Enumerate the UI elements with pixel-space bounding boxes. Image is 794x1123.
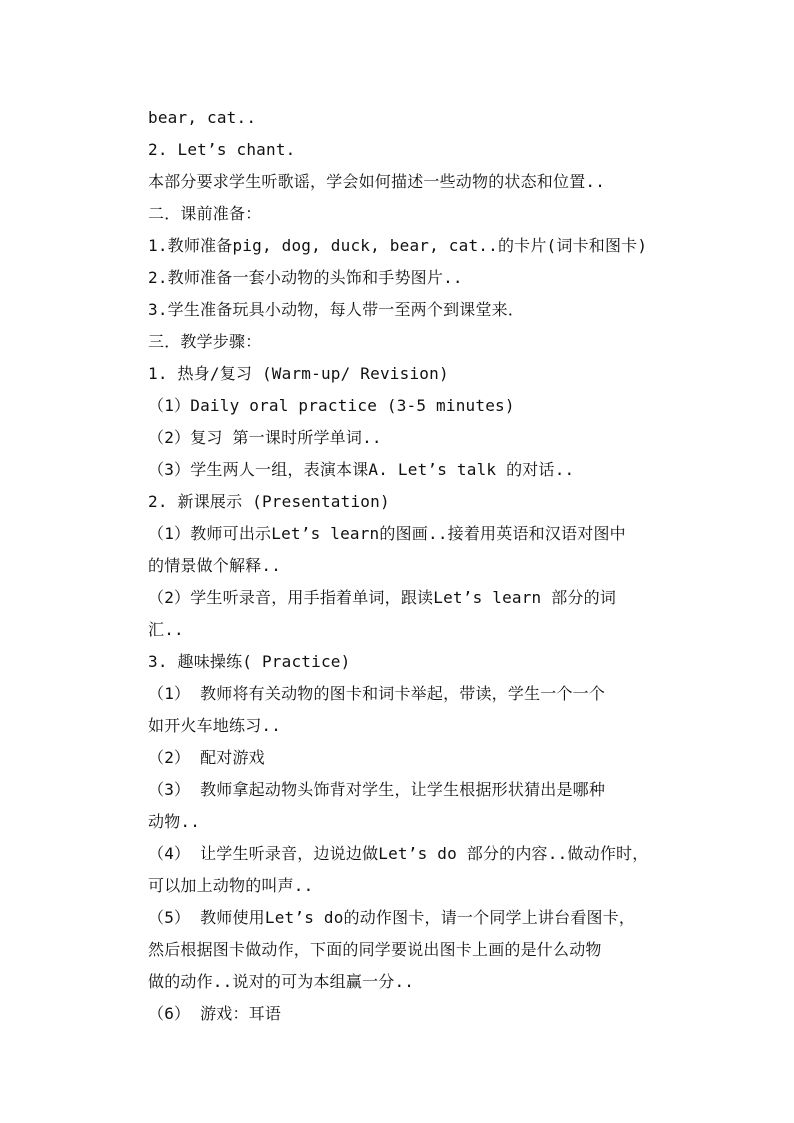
list-item: 1.教师准备pig, dog, duck, bear, cat..的卡片(词卡和图卡) <box>148 236 648 255</box>
list-item-continuation: 做的动作..说对的可为本组赢一分.. <box>148 972 415 991</box>
list-item: （1）教师可出示Let’s learn的图画..接着用英语和汉语对图中 <box>148 524 626 543</box>
document-body <box>148 102 678 1030</box>
section-heading-preparation: 二．课前准备： <box>148 204 262 223</box>
list-item-continuation: 可以加上动物的叫声.. <box>148 876 314 895</box>
list-item: （1）Daily oral practice (3-5 minutes) <box>148 396 515 415</box>
list-item-continuation: 动物.. <box>148 812 201 831</box>
list-item-continuation: 的情景做个解释.. <box>148 556 282 575</box>
list-item: 2.教师准备一套小动物的头饰和手势图片.. <box>148 268 463 287</box>
subsection-heading-practice: 3. 趣味操练( Practice) <box>148 652 351 671</box>
list-item: （3） 教师拿起动物头饰背对学生，让学生根据形状猜出是哪种 <box>148 780 606 799</box>
list-item-continuation: 汇.. <box>148 620 184 639</box>
list-item: 3.学生准备玩具小动物，每人带一至两个到课堂来． <box>148 300 525 319</box>
list-item-continuation: 然后根据图卡做动作，下面的同学要说出图卡上画的是什么动物 <box>148 940 602 959</box>
subsection-heading-presentation: 2. 新课展示 (Presentation) <box>148 492 390 511</box>
list-item: （3）学生两人一组，表演本课A. Let’s talk 的对话.. <box>148 460 575 479</box>
list-item: （5） 教师使用Let’s do的动作图卡，请一个同学上讲台看图卡， <box>148 908 636 927</box>
text-line: bear, cat.. <box>148 108 257 127</box>
text-line: 本部分要求学生听歌谣，学会如何描述一些动物的状态和位置.. <box>148 172 606 191</box>
list-item: （2）复习 第一课时所学单词.. <box>148 428 382 447</box>
section-heading-steps: 三．教学步骤： <box>148 332 262 351</box>
list-item: （4） 让学生听录音，边说边做Let’s do 部分的内容..做动作时， <box>148 844 649 863</box>
list-item: （2） 配对游戏 <box>148 748 265 767</box>
subsection-heading-warmup: 1. 热身/复习 (Warm-up/ Revision) <box>148 364 449 383</box>
section-heading-chant: 2. Let’s chant. <box>148 140 296 159</box>
list-item: （1） 教师将有关动物的图卡和词卡举起，带读，学生一个一个 <box>148 684 606 703</box>
list-item-continuation: 如开火车地练习.. <box>148 716 282 735</box>
list-item: （2）学生听录音，用手指着单词，跟读Let’s learn 部分的词 <box>148 588 617 607</box>
list-item: （6） 游戏：耳语 <box>148 1004 282 1023</box>
